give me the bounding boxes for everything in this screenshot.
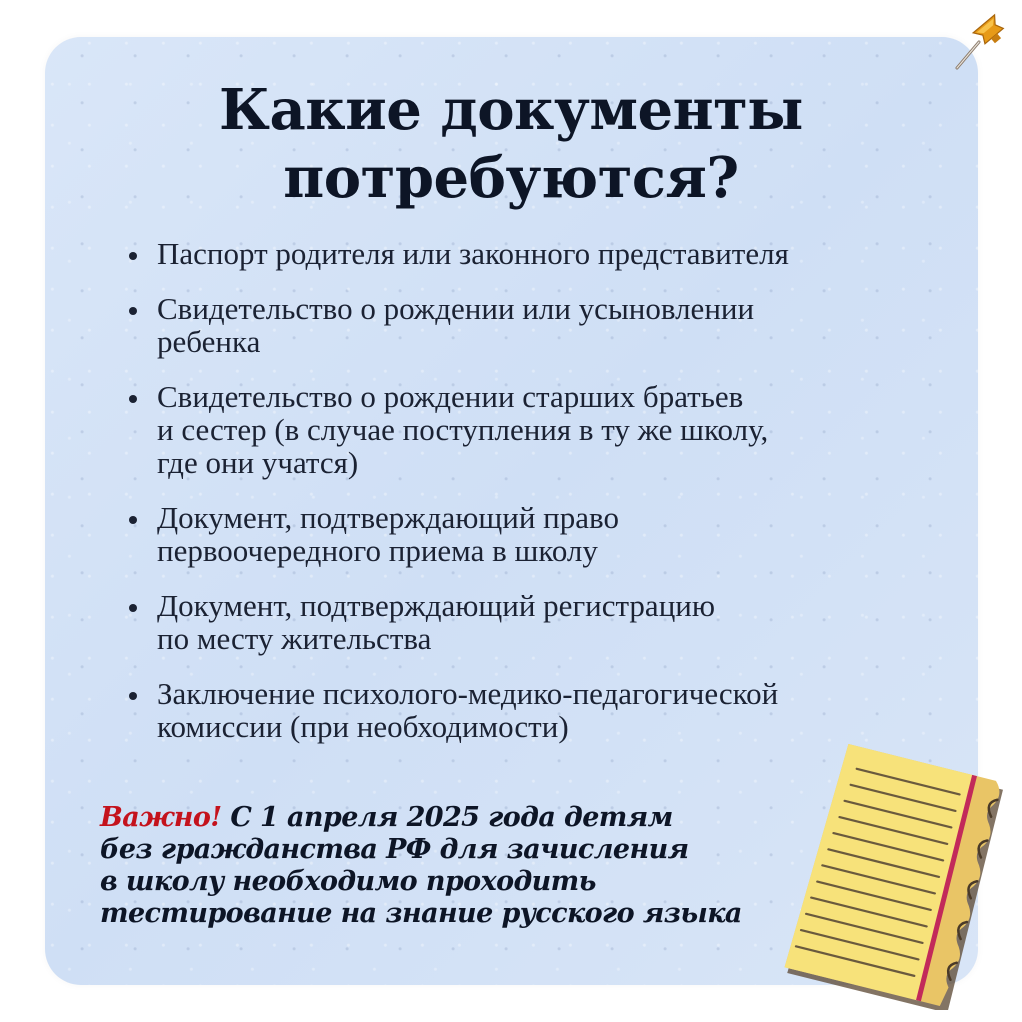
- important-line-2: без гражданства РФ для зачисления: [100, 834, 689, 865]
- important-label: Важно!: [100, 802, 222, 833]
- title-line-1: Какие документы: [219, 77, 803, 143]
- bullet-icon: [129, 604, 137, 612]
- pushpin-icon: [945, 2, 1017, 74]
- important-notice: [100, 802, 780, 930]
- bullet-icon: [129, 692, 137, 700]
- list-item: Паспорт родителя или законного представителя: [125, 237, 925, 270]
- important-line-4: тестирование на знание русского языка: [100, 898, 742, 929]
- bullet-icon: [129, 252, 137, 260]
- bullet-icon: [129, 516, 137, 524]
- list-item: Заключение психолого-медико-педагогической комиссии (при необходимости): [125, 677, 925, 743]
- list-item: Документ, подтверждающий регистрацию по месту жительства: [125, 589, 925, 655]
- bullet-icon: [129, 395, 137, 403]
- documents-list: [125, 237, 925, 765]
- important-line-3: в школу необходимо проходить: [100, 866, 596, 897]
- page-title: [0, 76, 1022, 212]
- notepad-icon: [770, 740, 1010, 1010]
- list-item: Свидетельство о рождении старших братьев и сестер (в случае поступления в ту же школу, где они учатся): [125, 380, 925, 479]
- bullet-icon: [129, 307, 137, 315]
- important-line-1: Важно! С 1 апреля 2025 года детям: [100, 802, 673, 833]
- list-item: Свидетельство о рождении или усыновлении ребенка: [125, 292, 925, 358]
- list-item: Документ, подтверждающий право первоочередного приема в школу: [125, 501, 925, 567]
- title-line-2: потребуются?: [283, 145, 739, 211]
